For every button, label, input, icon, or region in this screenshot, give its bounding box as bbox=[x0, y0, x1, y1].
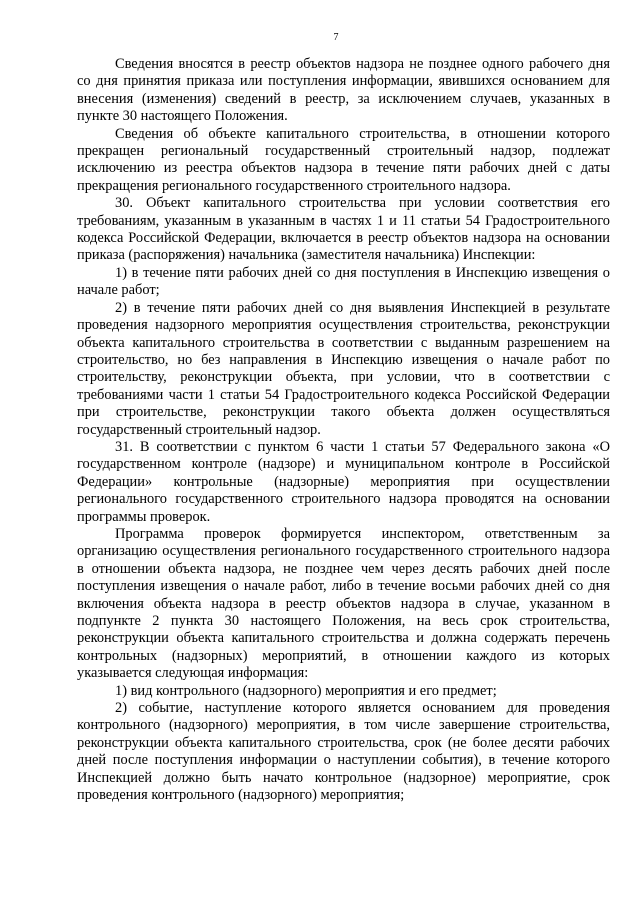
paragraph-program-sub-1: 1) вид контрольного (надзорного) мероприятия и его предмет; bbox=[115, 682, 497, 699]
paragraph-item-30-sub-1: 1) в течение пяти рабочих дней со дня поступления в Инспекцию извещения о начале работ; bbox=[77, 264, 610, 299]
paragraph-item-31: 31. В соответствии с пунктом 6 части 1 статьи 57 Федерального закона «О государственном контроле (надзоре) и муниципальном контроле в Российской Федерации» контрольные (надзорные) мероприятия при осуществлении регионального государственного строительного надзора проводятся на основании программы проверок. bbox=[77, 438, 610, 525]
paragraph-registry-entry: Сведения вносятся в реестр объектов надзора не позднее одного рабочего дня со дня принятия приказа или поступления информации, явившихся основанием для внесения (изменения) сведений в реестр, за исключением случаев, указанных в пункте 30 настоящего Положения. bbox=[77, 56, 610, 125]
paragraph-program-sub-2: 2) событие, наступление которого является основанием для проведения контрольного (надзорного) мероприятия, в том числе завершение строительства, реконструкции объекта капитального строительства, срок (не более десяти рабочих дней после поступления информации о наступлении события), в течение которого Инспекцией должно быть начато контрольное (надзорное) мероприятие, срок проведения контрольного (надзорного) мероприятия; bbox=[77, 700, 610, 804]
page-number: 7 bbox=[333, 32, 339, 43]
paragraph-item-30-sub-2: 2) в течение пяти рабочих дней со дня выявления Инспекцией в результате проведения надзорного мероприятия осуществления строительства, реконструкции объекта капитального строительства в соответствии с выданным разрешением на строительство, но без направления в Инспекцию извещения о начале работ по строительству, реконструкции объекта, при условии, что в соответствии с требованиями части 1 статьи 54 Градостроительного кодекса Российской Федерации при строительстве, реконструкции такого объекта должен осуществляться государственный строительный надзор. bbox=[77, 299, 610, 438]
paragraph-item-30: 30. Объект капитального строительства при условии соответствия его требованиям, указанным в указанным в частях 1 и 11 статьи 54 Градостроительного кодекса Российской Федерации, включается в реестр объектов надзора на основании приказа (распоряжения) начальника (заместителя начальника) Инспекции: bbox=[77, 195, 610, 264]
paragraph-inspection-program: Программа проверок формируется инспектором, ответственным за организацию осуществления регионального государственного строительного надзора в отношении объекта надзора, не позднее чем через десять рабочих дней после поступления извещения о начале работ, либо в течение восьми рабочих дней со дня включения объекта надзора в реестр объектов надзора в случае, указанном в подпункте 2 пункта 30 настоящего Положения, на весь срок строительства, реконструкции объекта капитального строительства и должна содержать перечень контрольных (надзорных) мероприятий, в отношении каждого из которых указывается следующая информация: bbox=[77, 525, 610, 682]
paragraph-registry-exclusion: Сведения об объекте капитального строительства, в отношении которого прекращен региональный государственный строительный надзор, подлежат исключению из реестра объектов надзора в течение пяти рабочих дней с даты прекращения регионального государственного строительного надзора. bbox=[77, 125, 610, 194]
